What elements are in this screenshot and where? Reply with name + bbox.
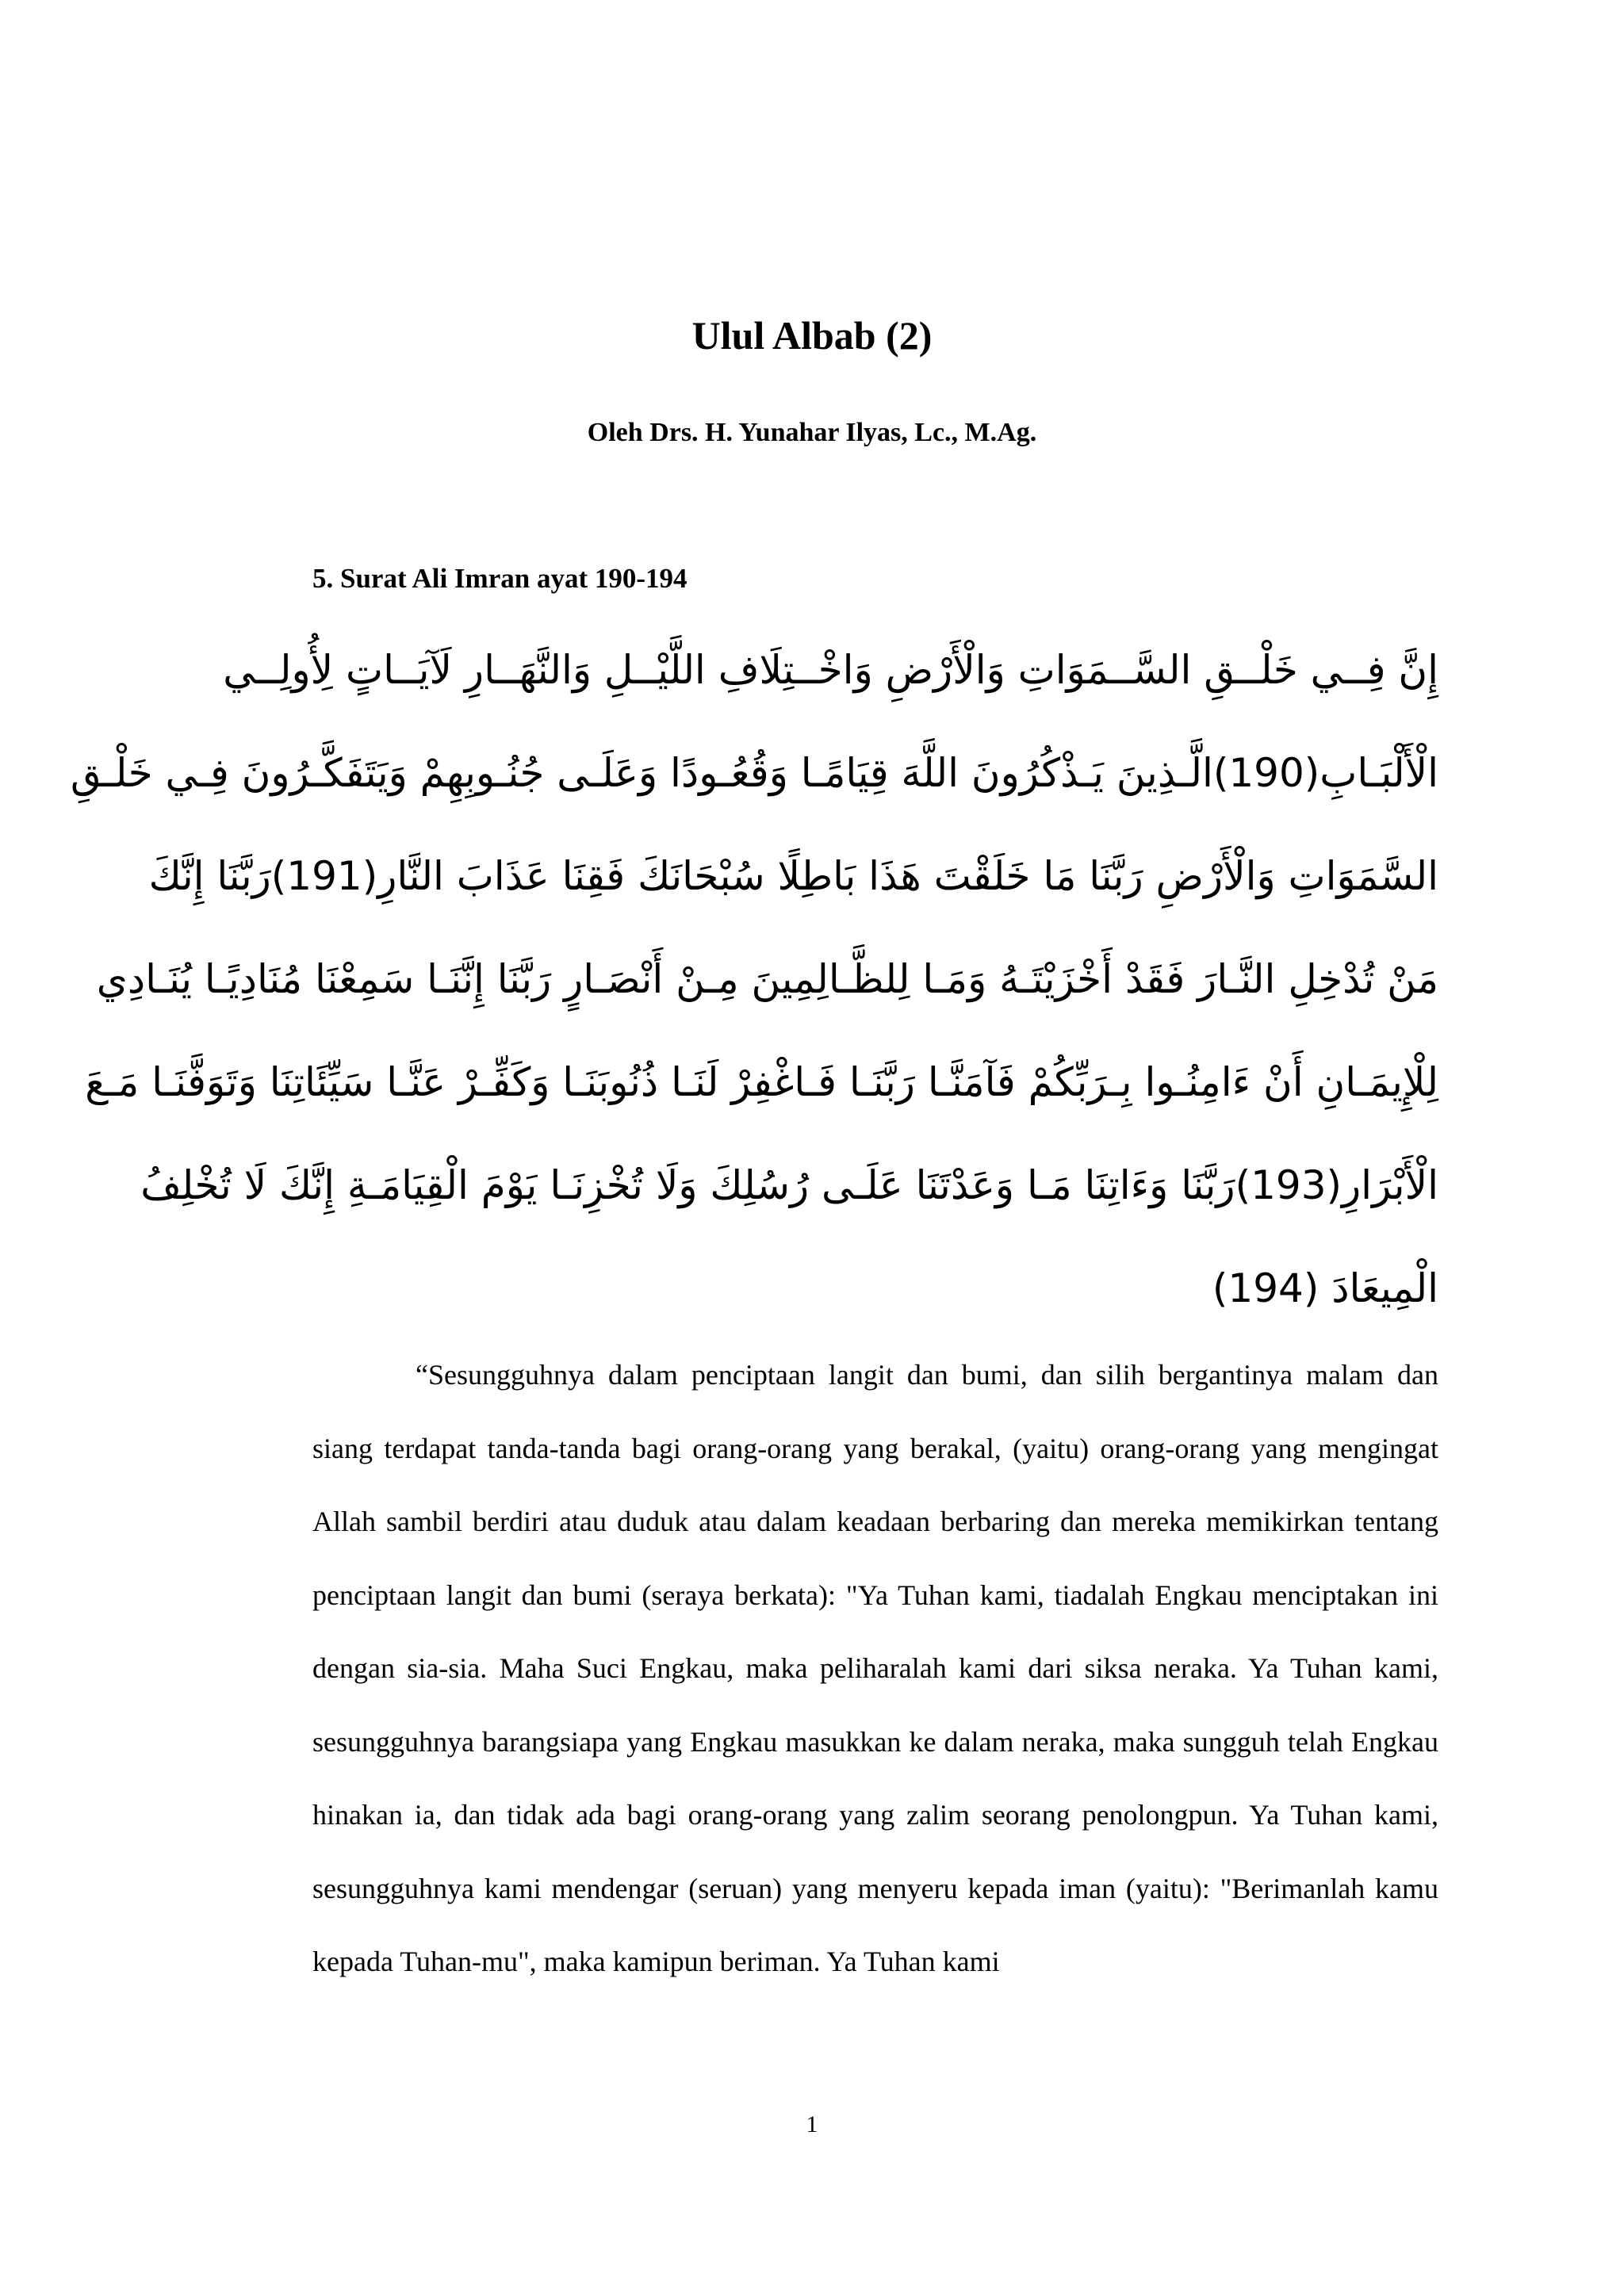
arabic-verse-line: مَنْ تُدْخِلِ النَّـارَ فَقَدْ أَخْزَيْتَـهُ وَمَـا لِلظَّـالِمِينَ مِـنْ أَنْصَـارٍ رَبَّنَا إِنَّنَـا سَمِعْنَا مُنَادِيًـا يُنَـادِي	[96, 956, 1438, 1002]
page-number: 1	[806, 2111, 818, 2137]
arabic-verse-line: لِلْإِيمَـانِ أَنْ ءَامِنُـوا بِـرَبِّكُمْ فَآمَنَّـا رَبَّنَـا فَـاغْفِرْ لَنَـا ذُنُوبَنَـا وَكَفِّـرْ عَنَّـا سَيِّئَاتِنَا وَتَوَفَّنَـا مَـعَ	[85, 1059, 1438, 1105]
arabic-verse-block	[70, 618, 1438, 1340]
arabic-verse-line: الْأَبْرَارِ(193)رَبَّنَا وَءَاتِنَا مَـا وَعَدْتَنَا عَلَـى رُسُلِكَ وَلَا تُخْزِنَـا يَوْمَ الْقِيَامَـةِ إِنَّكَ لَا تُخْلِفُ	[140, 1162, 1438, 1208]
arabic-verse-line: إِنَّ فِــي خَلْــقِ السَّــمَوَاتِ وَالْأَرْضِ وَاخْــتِلَافِ اللَّيْــلِ وَالنَّهَــارِ لَآيَــاتٍ لِأُولِــي	[223, 647, 1438, 693]
author-line: Oleh Drs. H. Yunahar Ilyas, Lc., M.Ag.	[587, 418, 1037, 447]
translation-paragraph: “Sesungguhnya dalam penciptaan langit dan bumi, dan silih bergantinya malam dan siang terdapat tanda-tanda bagi orang-orang yang berakal, (yaitu) orang-orang yang mengingat Allah sambil berdiri atau duduk atau dalam keadaan berbaring dan mereka memikirkan tentang penciptaan langit dan bumi (seraya berkata): "Ya Tuhan kami, tiadalah Engkau menciptakan ini dengan sia-sia. Maha Suci Engkau, maka peliharalah kami dari siksa neraka. Ya Tuhan kami, sesungguhnya barangsiapa yang Engkau masukkan ke dalam neraka, maka sungguh telah Engkau hinakan ia, dan tidak ada bagi orang-orang yang zalim seorang penolongpun. Ya Tuhan kami, sesungguhnya kami mendengar (seruan) yang menyeru kepada iman (yaitu): "Berimanlah kamu kepada Tuhan-mu", maka kamipun beriman. Ya Tuhan kami	[312, 1359, 1438, 1977]
arabic-verse-line: الْأَلْبَـابِ(190)الَّـذِينَ يَـذْكُرُونَ اللَّهَ قِيَامًـا وَقُعُـودًا وَعَلَـى جُنُـوبِهِمْ وَيَتَفَكَّـرُونَ فِـي خَلْـقِ	[70, 750, 1438, 796]
section-heading: 5. Surat Ali Imran ayat 190-194	[312, 563, 688, 594]
page-title: Ulul Albab (2)	[691, 313, 933, 358]
arabic-verse-line: الْمِيعَادَ (194)	[1212, 1265, 1438, 1311]
arabic-verse-line: السَّمَوَاتِ وَالْأَرْضِ رَبَّنَا مَا خَلَقْتَ هَذَا بَاطِلًا سُبْحَانَكَ فَقِنَا عَذَابَ النَّارِ(191)رَبَّنَا إِنَّكَ	[148, 853, 1438, 899]
